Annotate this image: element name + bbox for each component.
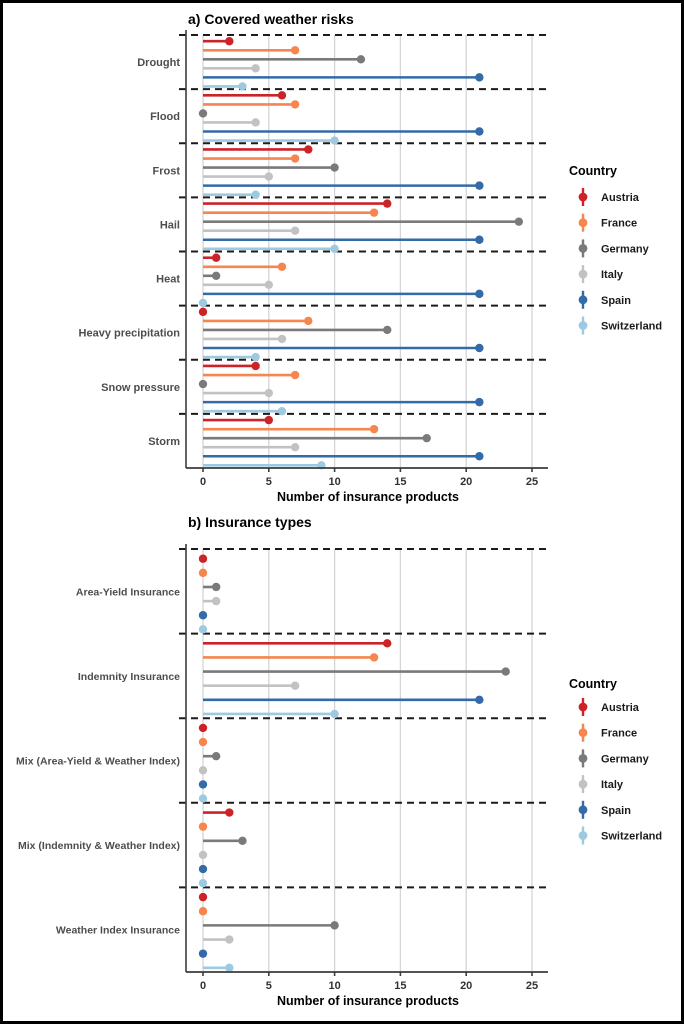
legend-label-italy: Italy <box>601 269 624 282</box>
legend-label-switzerland: Switzerland <box>601 830 663 843</box>
x-axis-title: Number of insurance products <box>277 994 459 1008</box>
category-label: Area-Yield Insurance <box>75 586 180 599</box>
tick-label-0: 0 <box>199 980 207 992</box>
lollipop-dot-italy <box>199 851 207 859</box>
panel-title: b) Insurance types <box>188 514 312 530</box>
lollipop-dot-austria <box>265 416 273 424</box>
category-label: Heat <box>156 273 180 286</box>
tick-label-15: 15 <box>394 980 407 992</box>
lollipop-dot-spain <box>475 452 483 460</box>
category-label: Drought <box>137 57 180 70</box>
category-label: Storm <box>148 435 180 448</box>
lollipop-dot-italy <box>291 227 299 235</box>
lollipop-dot-germany <box>212 752 220 760</box>
lollipop-dot-germany <box>212 272 220 280</box>
lollipop-dot-france <box>370 653 378 661</box>
tick-label-0: 0 <box>199 476 207 488</box>
lollipop-dot-spain <box>199 949 207 957</box>
lollipop-dot-austria <box>199 308 207 316</box>
panel-weather-risks <box>3 3 681 510</box>
tick-label-5: 5 <box>265 980 272 992</box>
lollipop-dot-austria <box>251 362 259 370</box>
legend-dot-spain <box>579 805 588 814</box>
legend-label-austria: Austria <box>601 192 639 204</box>
lollipop-dot-france <box>291 154 299 162</box>
panel-insurance-types <box>3 510 681 1021</box>
category-label: Frost <box>152 165 180 178</box>
lollipop-dot-italy <box>291 682 299 690</box>
category-label: Indemnity Insurance <box>77 670 180 683</box>
lollipop-dot-germany <box>199 109 207 117</box>
lollipop-dot-france <box>199 907 207 915</box>
lollipop-dot-france <box>291 46 299 54</box>
lollipop-dot-spain <box>199 611 207 619</box>
lollipop-dot-germany <box>212 583 220 591</box>
lollipop-dot-germany <box>330 163 338 171</box>
tick-label-5: 5 <box>265 476 272 488</box>
legend-title: Country <box>569 164 617 178</box>
legend-dot-france <box>579 218 588 227</box>
lollipop-dot-italy <box>265 389 273 397</box>
lollipop-dot-switzerland <box>251 190 259 198</box>
lollipop-dot-germany <box>199 380 207 388</box>
tick-label-20: 20 <box>460 980 473 992</box>
lollipop-dot-austria <box>225 808 233 816</box>
lollipop-dot-spain <box>475 696 483 704</box>
lollipop-dot-france <box>199 569 207 577</box>
lollipop-dot-italy <box>251 118 259 126</box>
lollipop-dot-switzerland <box>199 879 207 887</box>
lollipop-dot-france <box>199 822 207 830</box>
lollipop-dot-switzerland <box>251 353 259 361</box>
legend-dot-italy <box>579 780 588 789</box>
legend-dot-austria <box>579 193 588 202</box>
lollipop-dot-switzerland <box>330 245 338 253</box>
lollipop-dot-switzerland <box>278 407 286 415</box>
lollipop-dot-italy <box>251 64 259 72</box>
lollipop-dot-austria <box>278 91 286 99</box>
lollipop-dot-italy <box>225 935 233 943</box>
lollipop-dot-spain <box>475 181 483 189</box>
legend-label-spain: Spain <box>601 804 631 817</box>
lollipop-dot-germany <box>357 55 365 63</box>
tick-label-25: 25 <box>525 980 539 992</box>
lollipop-dot-spain <box>475 73 483 81</box>
lollipop-dot-austria <box>212 254 220 262</box>
lollipop-dot-italy <box>265 172 273 180</box>
lollipop-dot-spain <box>475 344 483 352</box>
legend-label-france: France <box>601 217 638 230</box>
lollipop-dot-germany <box>330 921 338 929</box>
legend-label-france: France <box>601 727 638 740</box>
lollipop-dot-france <box>370 425 378 433</box>
lollipop-dot-spain <box>475 236 483 244</box>
lollipop-dot-italy <box>278 335 286 343</box>
lollipop-dot-austria <box>199 724 207 732</box>
legend-label-germany: Germany <box>601 243 649 256</box>
legend-label-spain: Spain <box>601 294 631 307</box>
lollipop-dot-germany <box>515 217 523 225</box>
lollipop-dot-france <box>199 738 207 746</box>
lollipop-dot-spain <box>475 398 483 406</box>
lollipop-dot-germany <box>383 326 391 334</box>
lollipop-dot-italy <box>265 281 273 289</box>
legend-label-germany: Germany <box>601 753 649 766</box>
lollipop-dot-spain <box>475 127 483 135</box>
lollipop-dot-italy <box>199 766 207 774</box>
category-label: Mix (Area-Yield & Weather Index) <box>16 755 180 768</box>
lollipop-dot-switzerland <box>238 82 246 90</box>
lollipop-dot-switzerland <box>330 710 338 718</box>
lollipop-dot-austria <box>199 555 207 563</box>
lollipop-dot-france <box>291 100 299 108</box>
tick-label-20: 20 <box>460 476 473 488</box>
tick-label-15: 15 <box>394 476 407 488</box>
x-axis-title: Number of insurance products <box>277 490 459 504</box>
tick-label-10: 10 <box>328 980 341 992</box>
lollipop-dot-austria <box>383 199 391 207</box>
lollipop-dot-switzerland <box>225 964 233 972</box>
lollipop-dot-germany <box>423 434 431 442</box>
lollipop-dot-germany <box>501 667 509 675</box>
legend-label-italy: Italy <box>601 779 624 792</box>
lollipop-dot-italy <box>291 443 299 451</box>
legend-dot-spain <box>579 295 588 304</box>
lollipop-dot-austria <box>225 37 233 45</box>
legend-dot-france <box>579 728 588 737</box>
lollipop-dot-france <box>370 208 378 216</box>
legend-dot-italy <box>579 270 588 279</box>
lollipop-dot-switzerland <box>199 299 207 307</box>
lollipop-dot-spain <box>199 865 207 873</box>
category-label: Flood <box>150 111 180 124</box>
lollipop-dot-france <box>291 371 299 379</box>
lollipop-dot-austria <box>304 145 312 153</box>
lollipop-dot-spain <box>199 780 207 788</box>
legend-title: Country <box>569 677 617 691</box>
lollipop-dot-italy <box>212 597 220 605</box>
lollipop-dot-switzerland <box>330 136 338 144</box>
panel-title: a) Covered weather risks <box>188 11 354 27</box>
category-label: Heavy precipitation <box>78 327 180 340</box>
lollipop-dot-france <box>304 317 312 325</box>
lollipop-dot-austria <box>383 639 391 647</box>
lollipop-dot-austria <box>199 893 207 901</box>
tick-label-10: 10 <box>328 476 341 488</box>
lollipop-dot-germany <box>238 837 246 845</box>
category-label: Snow pressure <box>101 381 180 394</box>
lollipop-dot-france <box>278 263 286 271</box>
legend-label-switzerland: Switzerland <box>601 320 663 333</box>
category-label: Mix (Indemnity & Weather Index) <box>18 840 180 853</box>
legend-dot-switzerland <box>579 321 588 330</box>
legend-label-austria: Austria <box>601 702 639 714</box>
legend-dot-germany <box>579 754 588 763</box>
category-label: Hail <box>159 219 180 232</box>
lollipop-dot-spain <box>475 290 483 298</box>
legend-dot-austria <box>579 703 588 712</box>
category-label: Weather Index Insurance <box>55 924 180 937</box>
lollipop-dot-switzerland <box>199 794 207 802</box>
legend-dot-switzerland <box>579 831 588 840</box>
legend-dot-germany <box>579 244 588 253</box>
tick-label-25: 25 <box>525 476 539 488</box>
lollipop-dot-switzerland <box>199 625 207 633</box>
